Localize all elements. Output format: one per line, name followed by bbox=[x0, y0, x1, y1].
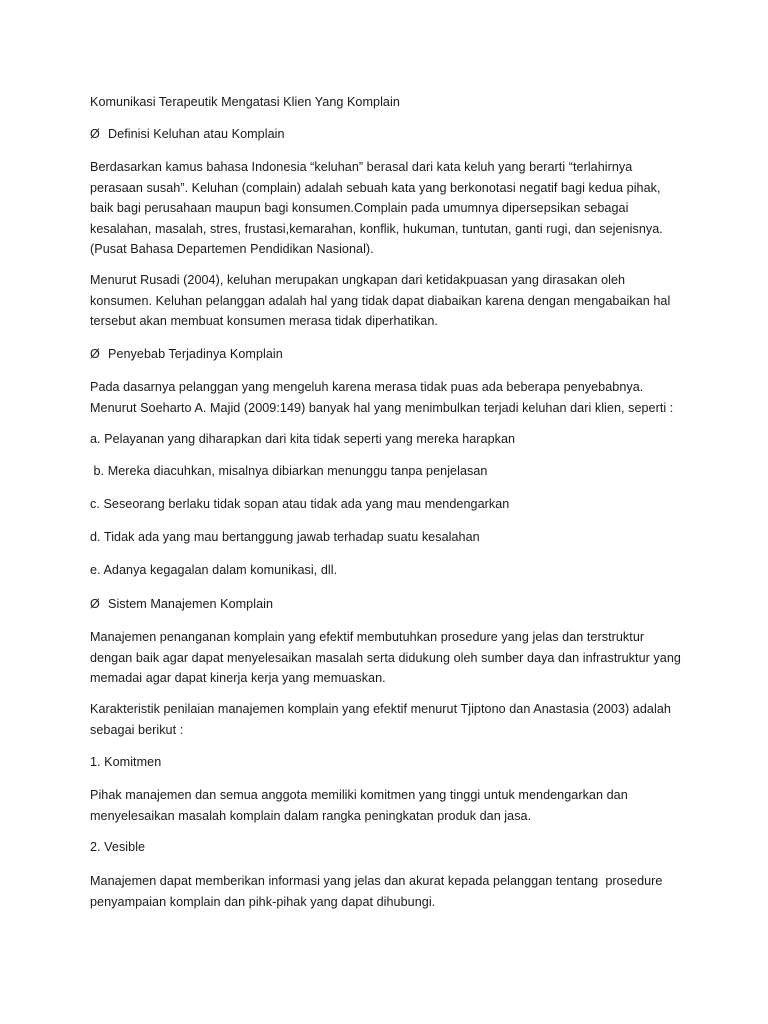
paragraph-line: Pihak manajemen dan semua anggota memiliki komitmen yang tinggi untuk mendengarkan dan bbox=[90, 788, 628, 802]
paragraph-line: Manajemen penanganan komplain yang efektif membutuhkan prosedure yang jelas dan terstruktur bbox=[90, 630, 645, 644]
paragraph bbox=[90, 837, 145, 858]
paragraph-line: e. Adanya kegagalan dalam komunikasi, dll. bbox=[90, 563, 338, 577]
paragraph bbox=[90, 785, 628, 826]
section-heading bbox=[90, 124, 285, 145]
paragraph bbox=[90, 627, 681, 689]
paragraph-line: (Pusat Bahasa Departemen Pendidikan Nasional). bbox=[90, 242, 374, 256]
paragraph-line: 1. Komitmen bbox=[90, 755, 162, 769]
paragraph-line: Menurut Rusadi (2004), keluhan merupakan ungkapan dari ketidakpuasan yang dirasakan oleh bbox=[90, 273, 626, 287]
paragraph-line: Menurut Soeharto A. Majid (2009:149) banyak hal yang menimbulkan terjadi keluhan dari klien, seperti : bbox=[90, 400, 674, 415]
arrow-bullet-icon: Ø bbox=[90, 347, 100, 361]
section-heading-text: Penyebab Terjadinya Komplain bbox=[108, 347, 283, 361]
paragraph-line: c. Seseorang berlaku tidak sopan atau tidak ada yang mau mendengarkan bbox=[90, 497, 510, 511]
paragraph-line: Manajemen dapat memberikan informasi yang jelas dan akurat kepada pelanggan tentang prosedure bbox=[90, 874, 663, 888]
paragraph-line: dengan baik agar dapat menyelesaikan masalah serta didukung oleh sumber daya dan infrastruktur yang bbox=[90, 650, 681, 665]
section-heading bbox=[90, 594, 273, 615]
paragraph bbox=[90, 429, 515, 450]
paragraph-line: tersebut akan membuat konsumen merasa tidak diperhatikan. bbox=[90, 314, 438, 328]
paragraph bbox=[90, 157, 663, 260]
paragraph bbox=[90, 527, 480, 548]
arrow-bullet-icon: Ø bbox=[90, 597, 100, 611]
paragraph-line: menyelesaikan masalah komplain dalam rangka peningkatan produk dan jasa. bbox=[90, 808, 532, 823]
section-heading bbox=[90, 344, 283, 365]
paragraph bbox=[90, 752, 161, 773]
paragraph-line: 2. Vesible bbox=[90, 840, 146, 854]
paragraph bbox=[90, 699, 671, 740]
paragraph-line: memadai agar dapat kinerja kerja yang memuaskan. bbox=[90, 671, 386, 685]
paragraph bbox=[90, 461, 487, 482]
paragraph-line: a. Pelayanan yang diharapkan dari kita tidak seperti yang mereka harapkan bbox=[90, 432, 516, 446]
paragraph bbox=[90, 270, 670, 332]
paragraph-line: d. Tidak ada yang mau bertanggung jawab terhadap suatu kesalahan bbox=[90, 530, 480, 544]
paragraph-line: Berdasarkan kamus bahasa Indonesia “keluhan” berasal dari kata keluh yang berarti “terlahirnya bbox=[90, 160, 633, 174]
paragraph-line: b. Mereka diacuhkan, misalnya dibiarkan menunggu tanpa penjelasan bbox=[90, 464, 488, 478]
section-heading-text: Definisi Keluhan atau Komplain bbox=[108, 127, 285, 141]
paragraph-line: baik bagi perusahaan maupun bagi konsumen.Complain pada umumnya dipersepsikan sebagai bbox=[90, 201, 629, 215]
paragraph bbox=[90, 377, 673, 418]
paragraph-line: Pada dasarnya pelanggan yang mengeluh karena merasa tidak puas ada beberapa penyebabnya. bbox=[90, 380, 644, 394]
section-heading-text: Sistem Manajemen Komplain bbox=[108, 597, 274, 611]
paragraph-line: sebagai berikut : bbox=[90, 722, 184, 737]
paragraph-line: penyampaian komplain dan pihk-pihak yang dapat dihubungi. bbox=[90, 894, 436, 909]
paragraph bbox=[90, 494, 509, 515]
paragraph bbox=[90, 560, 337, 581]
paragraph-line: perasaan susah”. Keluhan (complain) adalah sebuah kata yang berkonotasi negatif bagi kedua pihak, bbox=[90, 180, 661, 195]
paragraph-line: kesalahan, masalah, stres, frustasi,kemarahan, konflik, hukuman, tuntutan, ganti rugi, dan sejenisnya. bbox=[90, 221, 663, 236]
arrow-bullet-icon: Ø bbox=[90, 127, 100, 141]
paragraph-line: konsumen. Keluhan pelanggan adalah hal yang tidak dapat diabaikan karena dengan mengabaikan hal bbox=[90, 293, 671, 308]
paragraph-line: Karakteristik penilaian manajemen komplain yang efektif menurut Tjiptono dan Anastasia (2003) adalah bbox=[90, 702, 671, 716]
paragraph bbox=[90, 871, 662, 912]
document-title: Komunikasi Terapeutik Mengatasi Klien Yang Komplain bbox=[90, 95, 400, 109]
